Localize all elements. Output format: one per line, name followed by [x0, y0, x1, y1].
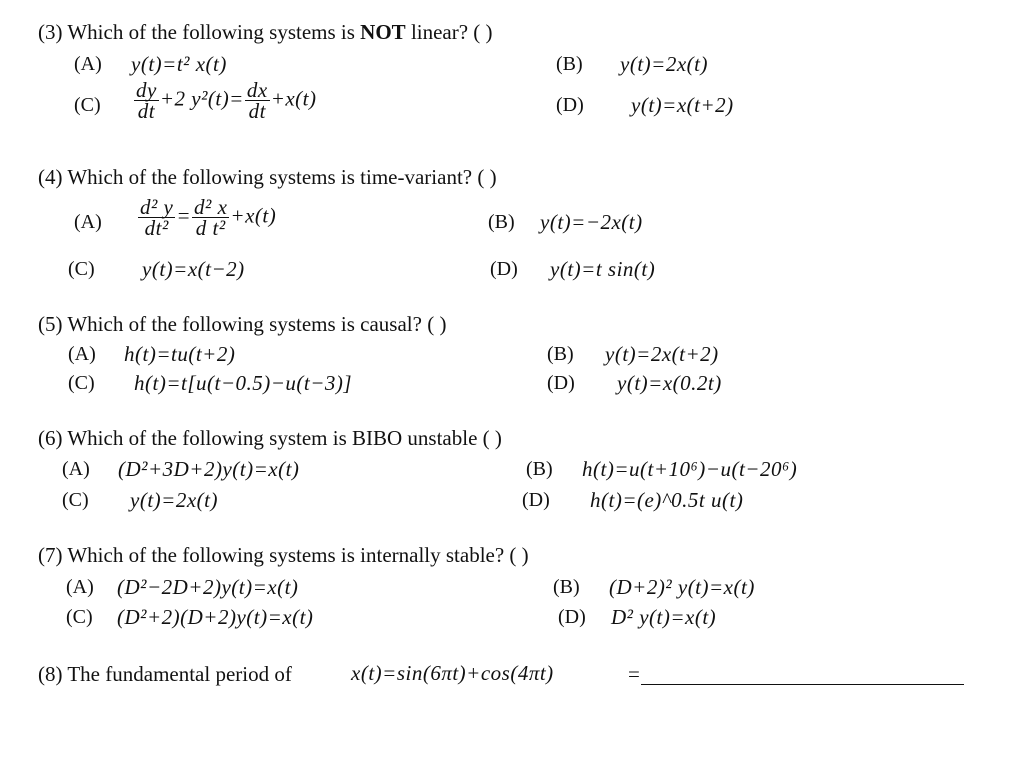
q3-option-a-label: (A)	[74, 53, 102, 75]
q4-a-fraction-d2y	[138, 197, 175, 238]
q5-option-a-equation: h(t)=tu(t+2)	[124, 342, 236, 366]
q6-option-d-label: (D)	[522, 489, 550, 511]
q4-option-c-label: (C)	[68, 258, 95, 280]
q3-c-den1: dt	[137, 99, 156, 123]
q4-option-d-label: (D)	[490, 258, 518, 280]
q5-option-c-equation: h(t)=t[u(t−0.5)−u(t−3)]	[134, 371, 353, 395]
q7-option-b-equation: (D+2)² y(t)=x(t)	[609, 575, 755, 599]
q7-option-b-label: (B)	[553, 576, 580, 598]
question-8-stem: (8) The fundamental period of	[38, 662, 292, 686]
q8-equals-sign: =	[628, 662, 640, 686]
question-6-stem: (6) Which of the following system is BIBO unstable ( )	[38, 426, 502, 450]
q5-option-a-label: (A)	[68, 343, 96, 365]
q7-option-d-equation: D² y(t)=x(t)	[611, 605, 717, 629]
q3-c-fraction-dx-dt	[245, 80, 270, 121]
q3-c-mid: +2 y²(t)=	[159, 86, 244, 111]
question-4-stem: (4) Which of the following systems is time-variant? ( )	[38, 165, 497, 189]
q5-option-b-equation: y(t)=2x(t+2)	[605, 342, 719, 366]
q6-option-c-equation: y(t)=2x(t)	[130, 488, 218, 512]
question-3-stem-text: (3) Which of the following systems is	[38, 20, 361, 44]
question-3-stem	[38, 20, 493, 45]
q8-answer-blank[interactable]	[641, 684, 964, 685]
question-3-stem-tail: linear? ( )	[405, 20, 493, 44]
q6-option-c-label: (C)	[62, 489, 89, 511]
q5-option-d-label: (D)	[547, 372, 575, 394]
q4-option-c-equation: y(t)=x(t−2)	[142, 257, 245, 281]
q7-option-a-equation: (D²−2D+2)y(t)=x(t)	[117, 575, 299, 599]
q4-a-den1: dt²	[144, 216, 169, 240]
q3-option-c-equation	[133, 80, 317, 121]
q4-option-a-label: (A)	[74, 211, 102, 233]
q3-option-d-label: (D)	[556, 94, 584, 116]
q3-option-c-label: (C)	[74, 94, 101, 116]
q6-option-b-equation: h(t)=u(t+10⁶)−u(t−20⁶)	[582, 457, 798, 481]
q4-a-tail: +x(t)	[230, 203, 277, 228]
q4-a-fraction-d2x	[192, 197, 229, 238]
q5-option-d-equation: y(t)=x(0.2t)	[617, 371, 722, 395]
q3-c-fraction-dy-dt	[134, 80, 159, 121]
q3-c-tail: +x(t)	[270, 86, 317, 111]
q4-a-mid: =	[176, 203, 192, 228]
question-7-stem: (7) Which of the following systems is internally stable? ( )	[38, 543, 529, 567]
q3-option-a-equation: y(t)=t² x(t)	[131, 52, 227, 76]
question-5-stem: (5) Which of the following systems is causal? ( )	[38, 312, 447, 336]
q4-a-num2: d² x	[194, 195, 228, 219]
q7-option-a-label: (A)	[66, 576, 94, 598]
q8-equation: x(t)=sin(6πt)+cos(4πt)	[351, 661, 554, 685]
q3-c-den2: dt	[248, 99, 266, 123]
question-3-emphasis: NOT	[360, 20, 406, 44]
q4-option-d-equation: y(t)=t sin(t)	[550, 257, 656, 281]
q4-option-a-equation	[137, 197, 276, 238]
q3-c-num1: dy	[136, 78, 157, 102]
q4-a-den2: d t²	[195, 216, 226, 240]
q6-option-d-equation: h(t)=(e)^0.5t u(t)	[590, 488, 744, 512]
q3-option-b-label: (B)	[556, 53, 583, 75]
q6-option-a-equation: (D²+3D+2)y(t)=x(t)	[118, 457, 300, 481]
q4-option-b-label: (B)	[488, 211, 515, 233]
q3-option-b-equation: y(t)=2x(t)	[620, 52, 708, 76]
q5-option-b-label: (B)	[547, 343, 574, 365]
q4-option-b-equation: y(t)=−2x(t)	[540, 210, 643, 234]
q7-option-c-label: (C)	[66, 606, 93, 628]
q6-option-a-label: (A)	[62, 458, 90, 480]
q5-option-c-label: (C)	[68, 372, 95, 394]
q7-option-c-equation: (D²+2)(D+2)y(t)=x(t)	[117, 605, 314, 629]
q7-option-d-label: (D)	[558, 606, 586, 628]
q6-option-b-label: (B)	[526, 458, 553, 480]
q3-option-d-equation: y(t)=x(t+2)	[631, 93, 734, 117]
q3-c-num2: dx	[246, 78, 268, 102]
q4-a-num1: d² y	[140, 195, 174, 219]
